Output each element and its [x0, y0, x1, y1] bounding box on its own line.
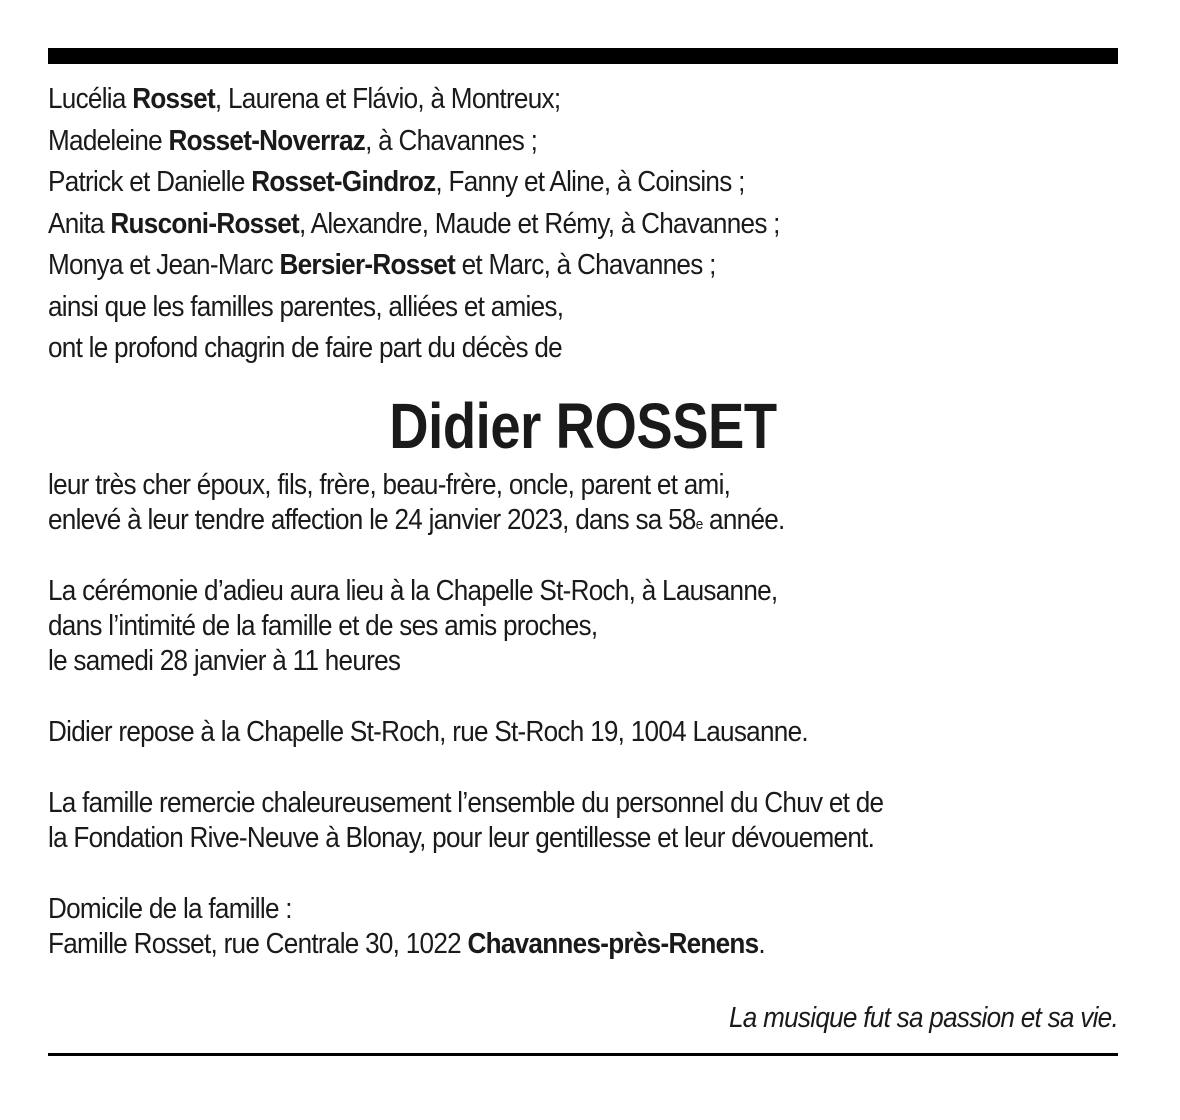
family-list — [48, 79, 1118, 370]
thanks-line: La famille remercie chaleureusement l’ensemble du personnel du Chuv et de — [48, 786, 884, 819]
family-line — [48, 121, 1011, 163]
ordinal-suffix: e — [695, 515, 703, 533]
family-line-text: Monya et Jean-Marc — [48, 249, 280, 281]
family-line-text: Anita — [48, 207, 111, 240]
thanks-block — [48, 786, 1118, 856]
top-rule — [48, 48, 1118, 64]
domicile-town: Chavannes-près-Renens — [467, 927, 759, 960]
family-line-text: , Alexandre, Maude et Rémy, à Chavannes ; — [299, 207, 780, 240]
family-surname: Bersier-Rosset — [279, 249, 456, 281]
family-line-text: , Fanny et Aline, à Coinsins ; — [435, 166, 745, 198]
relation-line: leur très cher époux, fils, frère, beau-frère, oncle, parent et ami, — [48, 468, 731, 501]
relation-line-text: année. — [702, 503, 785, 536]
family-surname: Rosset-Noverraz — [168, 124, 366, 157]
family-line-text: Lucélia — [48, 83, 133, 115]
family-line-text: , Laurena et Flávio, à Montreux; — [214, 83, 561, 115]
family-line — [48, 245, 1011, 287]
relation-line — [48, 503, 1011, 538]
repose-block — [48, 715, 1118, 750]
spacer — [48, 679, 1118, 715]
family-surname: Rusconi-Rosset — [110, 207, 300, 240]
repose-line: Didier repose à la Chapelle St-Roch, rue St-Roch 19, 1004 Lausanne. — [48, 715, 808, 748]
relation-line-text: enlevé à leur tendre affection le 24 janvier 2023, dans sa 58 — [48, 503, 696, 536]
death-notice — [48, 48, 1118, 1056]
spacer — [48, 538, 1118, 574]
family-surname: Rosset-Gindroz — [251, 166, 436, 198]
deceased-name: Didier ROSSET — [389, 389, 777, 462]
ceremony-block — [48, 574, 1118, 679]
ceremony-line: dans l’intimité de la famille et de ses amis proches, — [48, 609, 598, 642]
family-line-text: et Marc, à Chavannes ; — [455, 249, 716, 281]
ceremony-line: le samedi 28 janvier à 11 heures — [48, 644, 401, 677]
domicile-address-text: . — [758, 927, 765, 960]
thanks-line: la Fondation Rive-Neuve à Blonay, pour leur gentillesse et leur dévouement. — [48, 821, 875, 854]
domicile-label: Domicile de la famille : — [48, 892, 292, 925]
domicile-block — [48, 892, 1118, 962]
bottom-rule — [48, 1053, 1118, 1056]
ceremony-line: La cérémonie d’adieu aura lieu à la Chapelle St-Roch, à Lausanne, — [48, 574, 778, 607]
intro-line: ainsi que les familles parentes, alliées et amies, — [48, 290, 564, 323]
domicile-address-text: Famille Rosset, rue Centrale 30, 1022 — [48, 927, 468, 960]
family-line-text: Madeleine — [48, 124, 169, 157]
spacer — [48, 856, 1118, 892]
family-line — [48, 162, 1011, 204]
domicile-address — [48, 927, 1011, 962]
spacer — [48, 750, 1118, 786]
relation-block — [48, 468, 1118, 538]
intro-line: ont le profond chagrin de faire part du décès de — [48, 332, 562, 364]
family-line-text: , à Chavannes ; — [365, 124, 538, 157]
family-surname: Rosset — [132, 83, 215, 115]
family-line — [48, 79, 1011, 121]
family-line-text: Patrick et Danielle — [48, 166, 252, 198]
motto: La musique fut sa passion et sa vie. — [728, 1001, 1118, 1034]
family-line — [48, 204, 1011, 246]
